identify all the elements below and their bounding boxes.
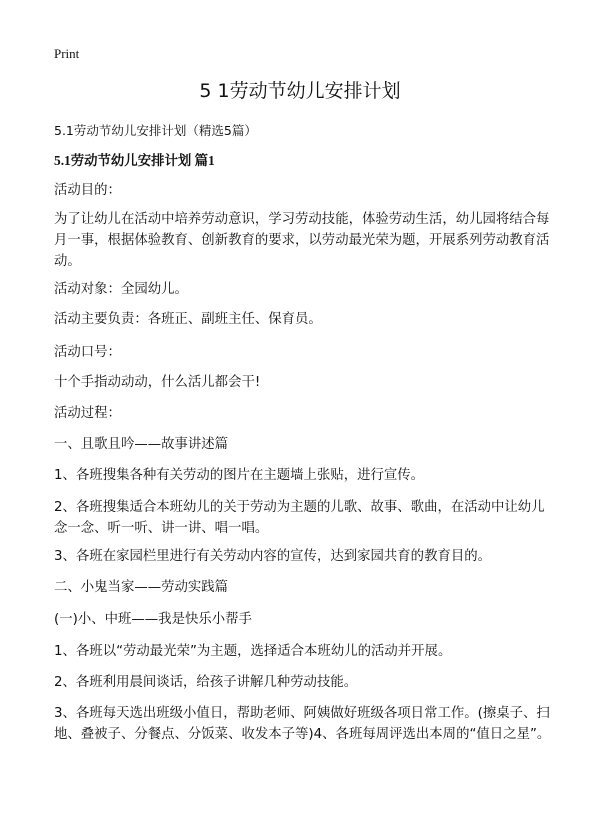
document-subtitle: 5.1劳动节幼儿安排计划（精选5篇） xyxy=(54,123,257,138)
paragraph-process-label: 活动过程： xyxy=(54,406,121,421)
paragraph-activity-purpose: 为了让幼儿在活动中培养劳动意识，学习劳动技能，体验劳动生活，幼儿园将结合每月一事，根据体验教育、创新教育的要求，以劳动最光荣为题，开展系列劳动教育活动。 xyxy=(54,212,550,269)
paragraph-sub-item-2: 2、各班利用晨间谈话，给孩子讲解几种劳动技能。 xyxy=(54,675,358,690)
paragraph-sub-item-3: 3、各班每天选出班级小值日，帮助老师、阿姨做好班级各项日常工作。(擦桌子、扫地、叠被子、分餐点、分饭菜、收发本子等)4、各班每周评选出本周的“值日之星”。 xyxy=(54,706,551,742)
paragraph-item-1: 1、各班搜集各种有关劳动的图片在主题墙上张贴，进行宣传。 xyxy=(54,468,425,483)
paragraph-subsection-heading: (一)小、中班——我是快乐小帮手 xyxy=(54,612,252,627)
print-label: Print xyxy=(54,46,80,61)
document-title: 5 1劳动节幼儿安排计划 xyxy=(199,80,401,102)
paragraph-item-2: 2、各班搜集适合本班幼儿的关于劳动为主题的儿歌、故事、歌曲，在活动中让幼儿念一念、听一听、讲一讲、唱一唱。 xyxy=(54,500,545,536)
paragraph-slogan-label: 活动口号： xyxy=(54,345,121,360)
paragraph-slogan: 十个手指动动动，什么活儿都会干! xyxy=(54,375,261,390)
paragraph-activity-purpose-label: 活动目的： xyxy=(54,183,121,198)
paragraph-item-3: 3、各班在家园栏里进行有关劳动内容的宣传，达到家园共育的教育目的。 xyxy=(54,549,492,564)
paragraph-sub-item-1: 1、各班以“劳动最光荣”为主题，选择适合本班幼儿的活动并开展。 xyxy=(54,644,452,659)
paragraph-part-one-heading: 一、且歌且吟——故事讲述篇 xyxy=(54,437,229,452)
section-heading: 5.1劳动节幼儿安排计划 篇1 xyxy=(54,153,215,168)
paragraph-activity-lead: 活动主要负责：各班正、副班主任、保育员。 xyxy=(54,312,322,327)
paragraph-activity-target: 活动对象：全园幼儿。 xyxy=(54,282,188,297)
paragraph-part-two-heading: 二、小鬼当家——劳动实践篇 xyxy=(54,580,229,595)
